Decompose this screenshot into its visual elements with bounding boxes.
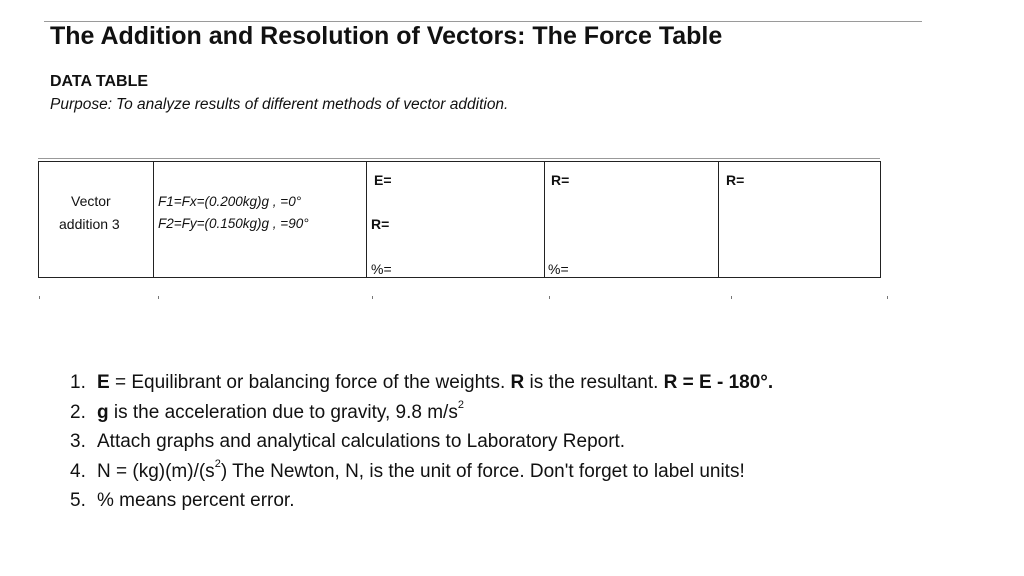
page-title: The Addition and Resolution of Vectors: The Force Table [50,22,723,50]
resultant-label: R= [726,172,745,188]
tick-mark [158,296,159,299]
notes-list [70,368,773,516]
column-divider [153,162,154,277]
tick-mark [39,296,40,299]
data-table [38,161,881,278]
percent-error-label: %= [548,261,569,277]
note-item: 1. E = Equilibrant or balancing force of the weights. R is the resultant. R = E - 180°. [70,372,774,393]
note-item: 5. % means percent error. [70,490,295,511]
tick-mark [549,296,550,299]
tick-mark [372,296,373,299]
force-2-spec: F2=Fy=(0.150kg)g , =90° [158,216,309,231]
resultant-label: R= [371,216,390,232]
column-divider [366,162,367,277]
force-1-spec: F1=Fx=(0.200kg)g , =0° [158,194,302,209]
section-title: DATA TABLE [50,73,149,90]
column-divider [718,162,719,277]
row-label-vector: Vector [71,193,111,209]
note-item: 4. $N = (kg)(m)/(s^2)$ The Newton, N, is the unit of force. Don't forget to label units! [70,458,745,482]
tick-mark [731,296,732,299]
purpose-text: To analyze results of different methods of vector addition. [116,96,509,113]
percent-error-label: %= [371,261,392,277]
purpose-line [50,96,508,114]
note-item: 3. Attach graphs and analytical calculations to Laboratory Report. [70,431,626,452]
purpose-label: Purpose: [50,96,113,113]
column-divider [544,162,545,277]
resultant-label: R= [551,172,570,188]
table-top-rule [38,158,880,159]
equilibrant-label: E= [374,172,392,188]
note-item: 2. g is the acceleration due to gravity, 9.8 $m/s^2$ [70,399,464,423]
row-label-addition: addition 3 [59,216,120,232]
tick-mark [887,296,888,299]
